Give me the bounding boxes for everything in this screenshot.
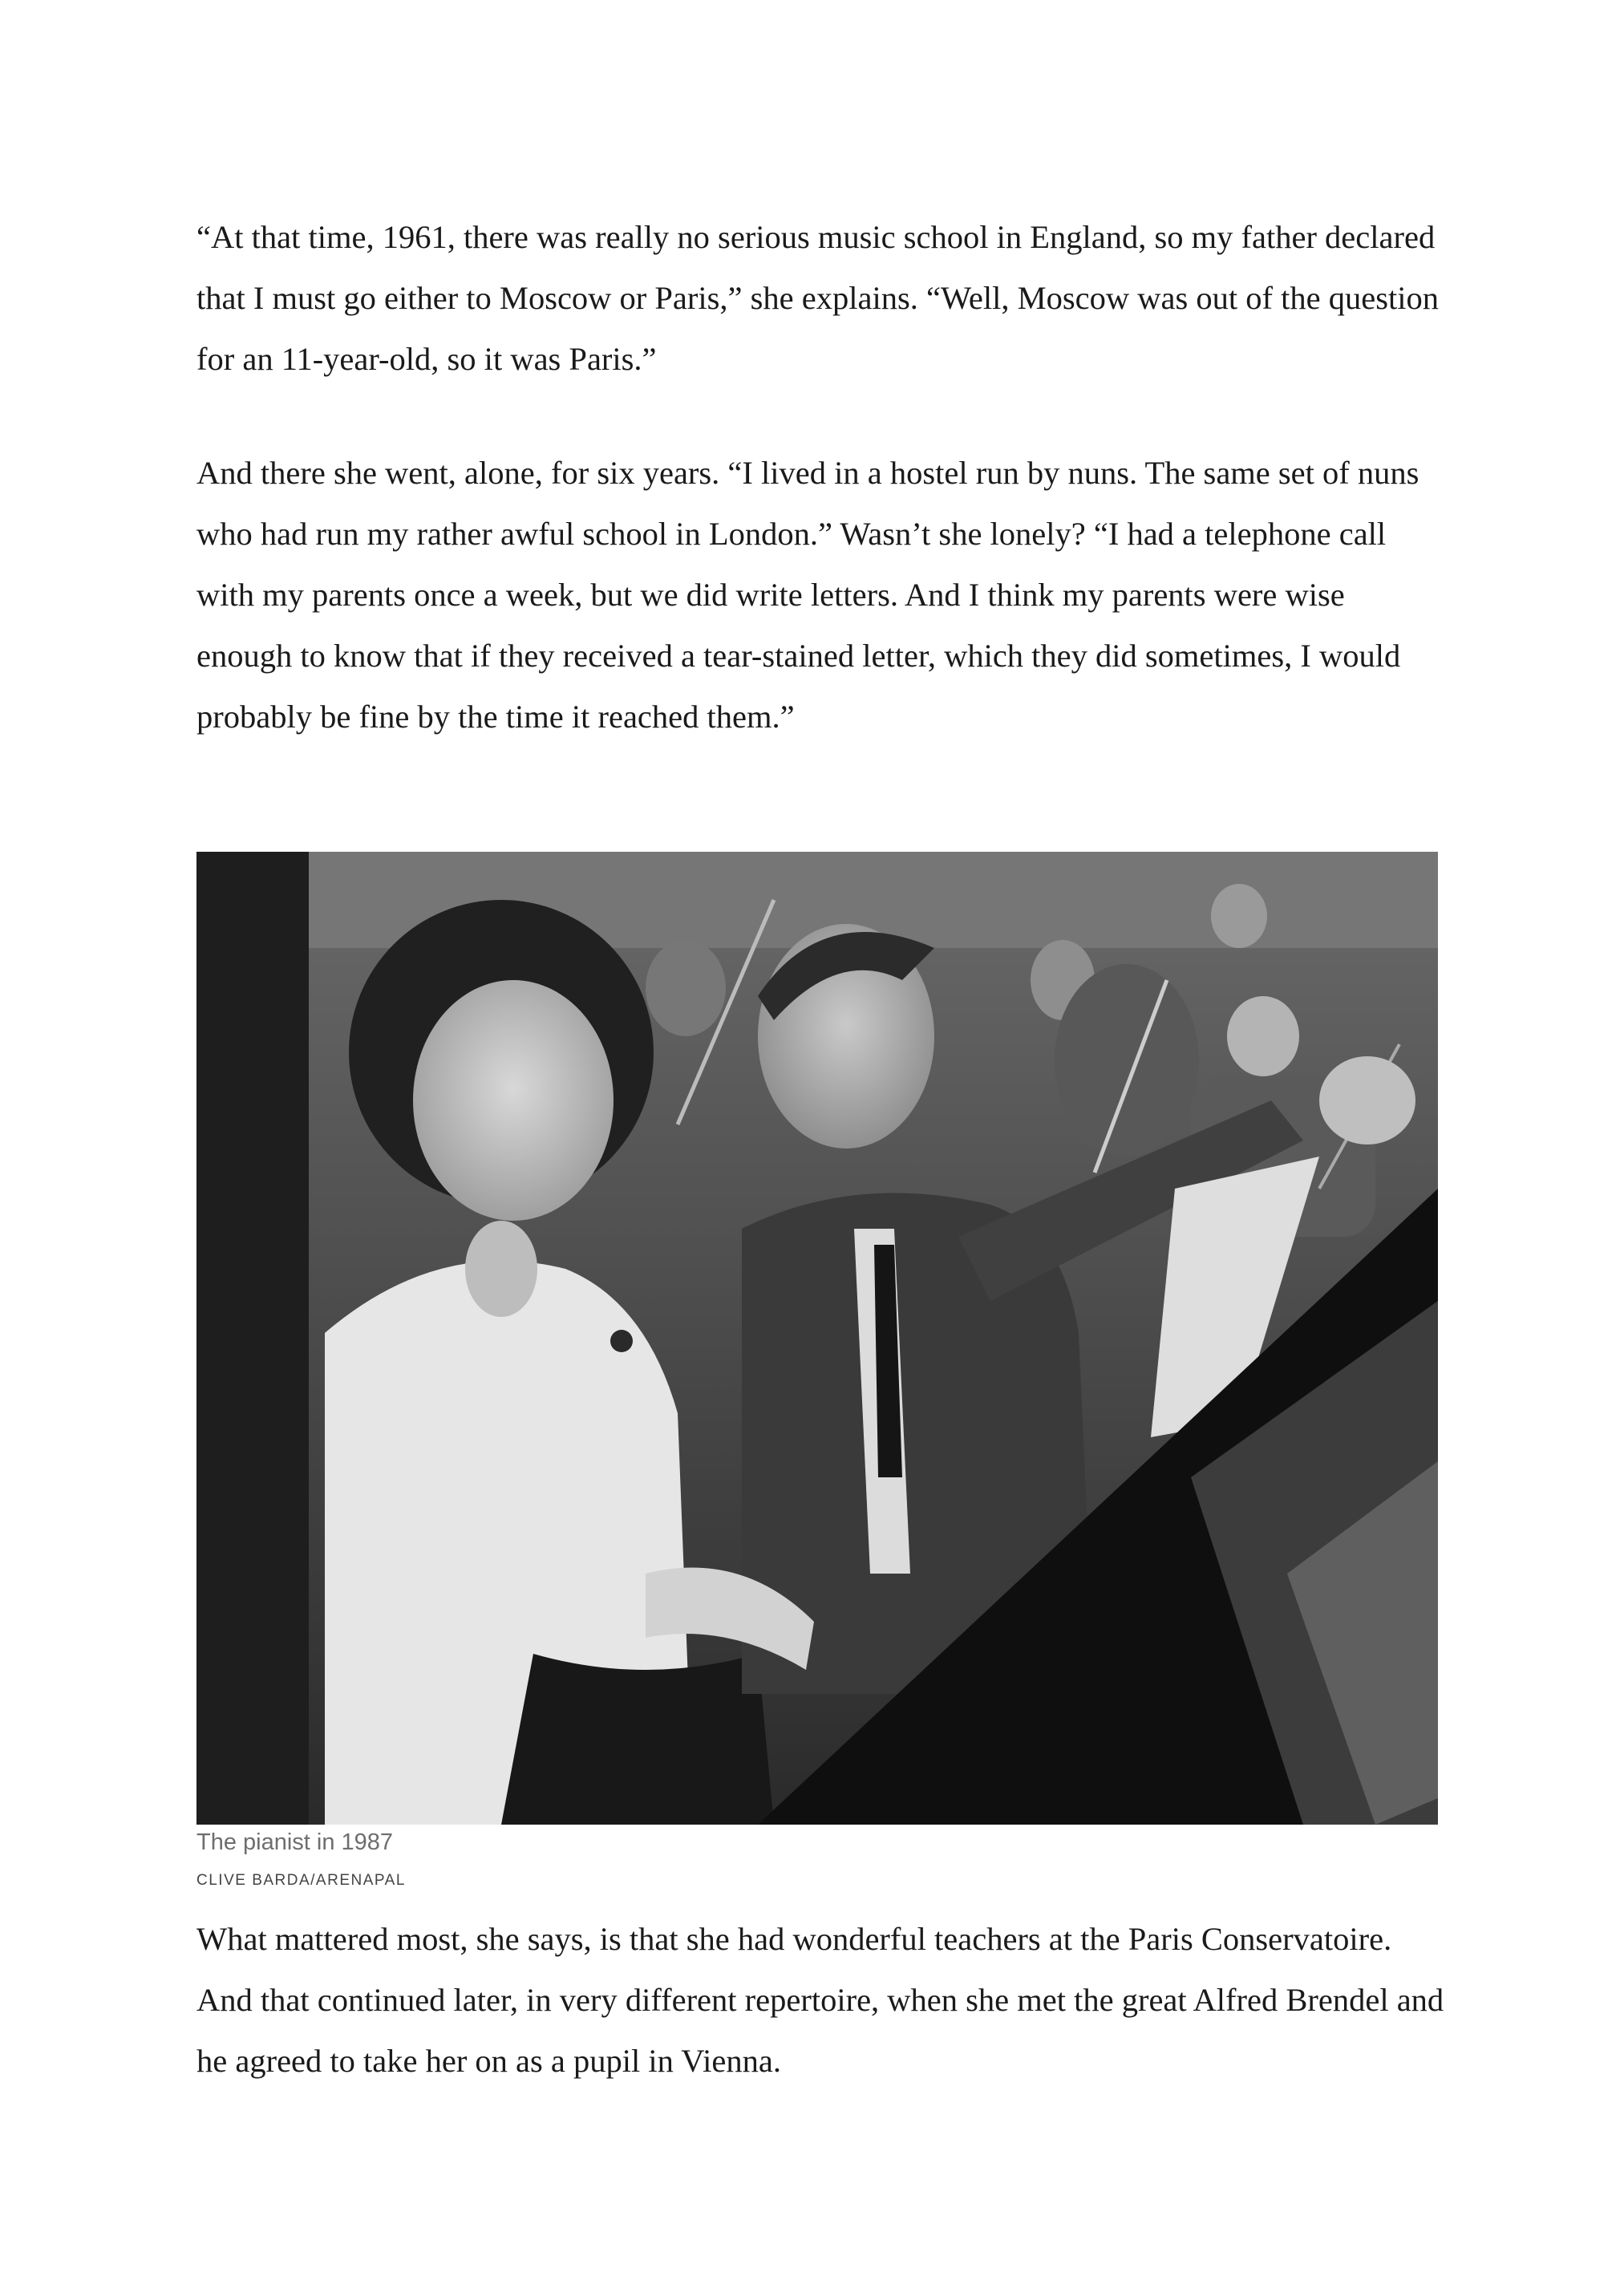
article-paragraph: And there she went, alone, for six years. “I lived in a hostel run by nuns. The same set of nuns who had run my rather awful school in London.” Wasn’t she lonely? “I had a telephone call with my parents once a week, but we did write letters. And I think my parents were wise enough to know that if they received a tear-stained letter, which they did sometimes, I would probably be fine by the time it reached them.” — [196, 455, 1419, 735]
photo-credit: CLIVE BARDA/ARENAPAL — [196, 1872, 406, 1889]
article-photo — [196, 852, 1438, 1825]
photo-caption: The pianist in 1987 — [196, 1829, 394, 1855]
article-paragraph: What mattered most, she says, is that she had wonderful teachers at the Paris Conservatoire. And that continued later, in very different repertoire, when she met the great Alfred Brendel and he agreed to take her on as a pupil in Vienna. — [196, 1921, 1444, 2079]
article-paragraph: “At that time, 1961, there was really no serious music school in England, so my father declared that I must go either to Moscow or Paris,” she explains. “Well, Moscow was out of the question for an 11-year-old, so it was Paris.” — [196, 219, 1439, 377]
